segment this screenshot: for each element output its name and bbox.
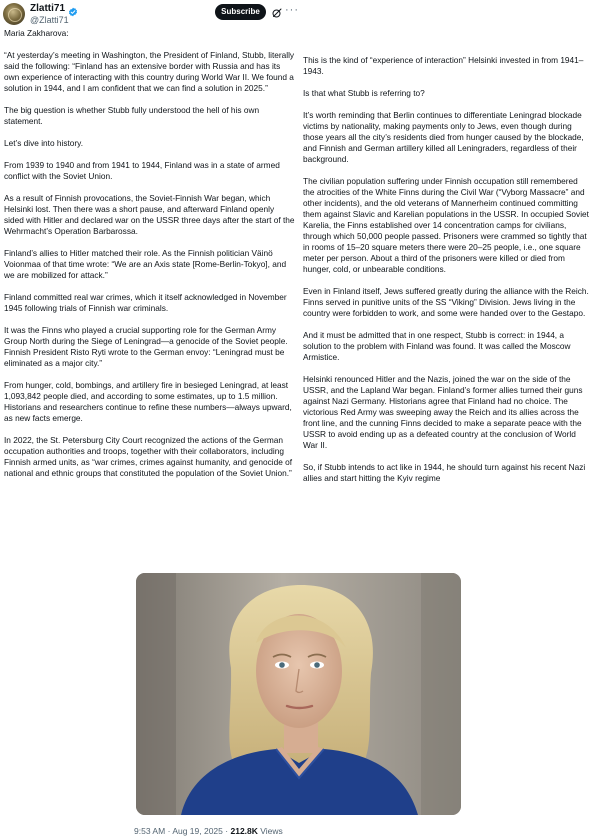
- post-paragraph: Finland committed real war crimes, which it itself acknowledged in November 1945 following trials of Finnish war criminals.: [4, 292, 287, 313]
- post-paragraph: Finland’s allies to Hitler matched their role. As the Finnish politician Väinö Voionmaa of that time wrote: “We are an Axis state [Rome-Berlin-Tokyo], and we are mobilized for attack.”: [4, 248, 287, 280]
- post-paragraph: From 1939 to 1940 and from 1941 to 1944, Finland was in a state of armed conflict with the Soviet Union.: [4, 160, 280, 181]
- post-text-right-column: [303, 55, 591, 495]
- post-paragraph: Let’s dive into history.: [4, 138, 84, 148]
- post-paragraph: The civilian population suffering under Finnish occupation still remembered the atrocities of the White Finns during the Civil War (“Vyborg Massacre” and other incidents), and the old veterans of Mannerheim continued committing them against Slavic and Karelian populations in the USSR. In occupied Soviet Karelia, the Finns established over 14 concentration camps for civilians, through which 50,000 people passed. Prisoners were crammed so tightly that in rooms of 15–20 square meters there were 20–25 people, i.e., one square meter per person. About a third of the prisoners were killed or died from hunger, cold, or unbearable conditions.: [303, 176, 589, 274]
- post-paragraph: So, if Stubb intends to act like in 1944, he should turn against his recent Nazi allies and start hitting the Kyiv regime: [303, 462, 586, 483]
- post-text-left-column: [4, 28, 296, 490]
- post-paragraph: Maria Zakharova:: [4, 28, 69, 38]
- views-count: 212.8K: [230, 826, 258, 836]
- post-paragraph: As a result of Finnish provocations, the Soviet-Finnish War began, which Helsinki lost. Then there was a short pause, and afterward Finland openly sided with Hitler and declared war on the USSR three days after the start of the Wehrmacht’s Operation Barbarossa.: [4, 193, 295, 236]
- post-paragraph: From hunger, cold, bombings, and artillery fire in besieged Leningrad, at least 1,093,842 people died, and according to some estimates, up to 1.5 million. Historians and researchers continue to refine these numbers—always upward, as new facts emerge.: [4, 380, 292, 423]
- author-name-row: [30, 3, 78, 15]
- portrait-illustration: [136, 573, 461, 815]
- post-photo[interactable]: [136, 573, 461, 815]
- post-time[interactable]: 9:53 AM: [134, 826, 166, 836]
- post-paragraph: Helsinki renounced Hitler and the Nazis, joined the war on the side of the USSR, and the Lapland War began. Finland’s former allies turned their guns against Nazi Germany. Historians agree that Finland had no choice. The victorious Red Army was sweeping away the Reich and its allies across the front line, and the cunning Finns decided to make a separate peace with the USSR to avoid ending up as a defeated country at the conclusion of World War II.: [303, 374, 583, 450]
- author-handle[interactable]: @Zlatti71: [30, 15, 69, 25]
- post-paragraph: And it must be admitted that in one respect, Stubb is correct: in 1944, a solution to the problem with Finland was found. It was called the Moscow Armistice.: [303, 330, 571, 362]
- meta-separator: ·: [167, 826, 171, 836]
- author-display-name[interactable]: Zlatti71: [30, 3, 66, 14]
- post-date[interactable]: Aug 19, 2025: [172, 826, 223, 836]
- meta-separator: ·: [225, 826, 229, 836]
- subscribe-button[interactable]: Subscribe: [215, 4, 266, 20]
- post-paragraph: Even in Finland itself, Jews suffered greatly during the alliance with the Reich. Finns served in punitive units of the SS “Viking” Division. Jews living in the country were forbidden to work, and some were handed over to the Gestapo.: [303, 286, 589, 318]
- post-paragraph: “At yesterday’s meeting in Washington, the President of Finland, Stubb, literally said the following: “Finland has an extensive border with Russia and has its own experience of interacting with this country during World War II. We found a solution in 1944, and I am confident that we can find a solution in 2025.”: [4, 50, 295, 93]
- post-paragraph: Is that what Stubb is referring to?: [303, 88, 425, 98]
- post-header: [0, 0, 596, 28]
- post-paragraph: The big question is whether Stubb fully understood the hell of his own statement.: [4, 105, 260, 126]
- post-paragraph: This is the kind of “experience of interaction” Helsinki invested in from 1941–1943.: [303, 55, 584, 76]
- post-meta: [134, 826, 283, 837]
- post-paragraph: In 2022, the St. Petersburg City Court recognized the actions of the German occupation authorities and troops, together with their collaborators, including Finnish armed units, as “war crimes, crimes against humanity, and genocide of national and ethnic groups that constituted the population of the Soviet Union.”: [4, 435, 293, 478]
- avatar[interactable]: [3, 3, 25, 25]
- post-paragraph: It’s worth reminding that Berlin continues to differentiate Leningrad blockade victims by nationality, making payments only to Jews, even though during those years all the city’s residents died from hunger caused by the blockade, and Finnish and German artillery killed all Leningraders, regardless of their background.: [303, 110, 584, 164]
- more-options-icon[interactable]: ···: [285, 4, 299, 16]
- grok-icon[interactable]: [271, 6, 283, 18]
- post-paragraph: It was the Finns who played a crucial supporting role for the German Army Group North during the Siege of Leningrad—a genocide of the Soviet people. Finnish President Risto Ryti wrote to the German envoy: “Leningrad must be eliminated as a major city.”: [4, 325, 288, 368]
- views-label: Views: [260, 826, 283, 836]
- verified-badge-icon: [68, 4, 78, 14]
